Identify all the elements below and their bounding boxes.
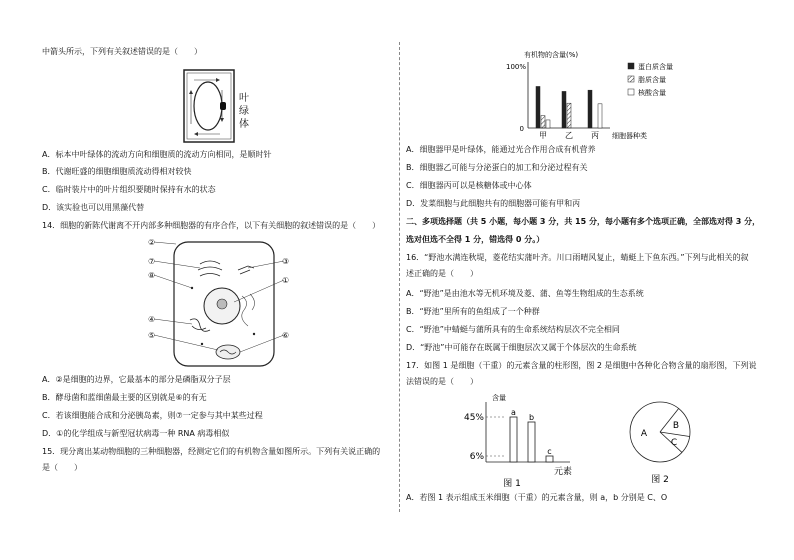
chloroplast-flow-diagram xyxy=(182,68,282,146)
chart1-legend-label: 脂质含量 xyxy=(638,76,666,84)
chart2-bar-label: c xyxy=(547,447,552,456)
chart1-legend-label: 核酸含量 xyxy=(638,89,666,97)
q16-line2: 述正确的是（ ） xyxy=(406,269,478,278)
cell-label-7: ⑦ xyxy=(148,257,156,266)
chart2-caption: 图 1 xyxy=(503,479,521,489)
chart2-bar-c xyxy=(546,456,553,462)
leaf-label-2: 绿 xyxy=(239,106,249,117)
cell-label-5: ⑤ xyxy=(148,331,156,340)
leaf-label-1: 叶 xyxy=(239,93,249,104)
chart2-xlabel: 元素 xyxy=(553,467,572,477)
cell-label-4: ④ xyxy=(148,315,156,324)
chart1-legend-swatch xyxy=(628,89,634,95)
chart1-bar-蛋白质含量-丙 xyxy=(588,90,592,128)
organelle-content-chart xyxy=(496,46,736,142)
animal-cell-diagram xyxy=(142,234,297,374)
chart1-bar-脂质含量-甲 xyxy=(541,116,545,128)
section2-heading-line2: 选对但选不全得 1 分，错选得 0 分。） xyxy=(406,235,545,244)
q15-option-a: A．细胞器甲是叶绿体，能通过光合作用合成有机营养 xyxy=(406,145,596,154)
chart3-slice-label: B xyxy=(672,421,680,431)
cell-label-1: ① xyxy=(282,276,290,285)
q16-line1: 16．“野池水满连秋堤，菱花结实蒲叶齐。川口雨晴风复止，蜻蜓上下鱼东西。”下列与此相关的叙 xyxy=(406,253,749,262)
q16-option-d: D．“野池”中可能存在既属于细胞层次又属于个体层次的生命系统 xyxy=(406,343,637,352)
chart1-bar-脂质含量-乙 xyxy=(567,103,571,128)
chart2-bar-label: a xyxy=(511,408,516,417)
cell-label-8: ⑧ xyxy=(148,271,156,280)
q15-option-d: D．发菜细胞与此细胞共有的细胞器可能有甲和丙 xyxy=(406,199,581,208)
chart1-legend-swatch xyxy=(628,76,634,82)
chart2-ytick: 6% xyxy=(469,452,484,462)
q17-option-a: A．若图 1 表示组成玉米细胞（干重）的元素含量，则 a，b 分别是 C、O xyxy=(406,493,668,502)
q14-option-d: D．①的化学组成与新型冠状病毒一种 RNA 病毒相似 xyxy=(42,429,230,438)
chloroplast-mark xyxy=(220,102,226,110)
q14-question: 14．细胞的新陈代谢离不开内部多种细胞器的有序合作，以下有关细胞的叙述错误的是（ ） xyxy=(42,221,381,230)
chart1-ytick-zero: 0 xyxy=(519,125,524,133)
q13-option-b: B．代谢旺盛的细胞细胞质流动得相对较快 xyxy=(42,167,192,176)
cell-label-3: ③ xyxy=(282,257,290,266)
chart1-bar-蛋白质含量-甲 xyxy=(536,86,540,128)
q16-option-b: B．“野池”里所有的鱼组成了一个种群 xyxy=(406,307,540,316)
chart2-bar-label: b xyxy=(528,413,535,422)
q15-option-c: C．细胞器丙可以是核糖体或中心体 xyxy=(406,181,532,190)
chart1-legend-swatch xyxy=(628,63,634,69)
q14-option-b: B．酵母菌和蓝细菌最主要的区别就是⑥的有无 xyxy=(42,393,207,402)
chart1-bar-蛋白质含量-乙 xyxy=(562,91,566,128)
q15-line1: 15．现分离出某动物细胞的三种细胞器，经测定它们的有机物含量如图所示。下列有关说正确的 xyxy=(42,447,381,456)
q14-option-a: A．②是细胞的边界，它最基本的部分是磷脂双分子层 xyxy=(42,375,231,384)
chart2-ytick: 45% xyxy=(463,413,484,423)
q16-option-c: C．“野池”中蜻蜓与蒲所具有的生命系统结构层次不完全相同 xyxy=(406,325,620,334)
chart1-bar-核酸含量-丙 xyxy=(598,104,602,128)
q14-option-c: C．若该细胞能合成和分泌胰岛素，则⑦一定参与其中某些过程 xyxy=(42,411,263,420)
chart3-caption: 图 2 xyxy=(651,475,669,485)
chart3-slice-label: A xyxy=(640,429,648,439)
compound-pie-chart xyxy=(616,394,706,490)
q16-option-a: A．“野池”是由池水等无机环境及菱、蒲、鱼等生物组成的生态系统 xyxy=(406,289,644,298)
element-content-chart xyxy=(446,390,596,490)
chart1-xlabel: 细胞器种类 xyxy=(612,132,647,140)
chart2-bar-a xyxy=(510,417,517,462)
q13-option-a: A．标本中叶绿体的流动方向和细胞质的流动方向相同，是顺时针 xyxy=(42,150,272,159)
chart1-bar-核酸含量-甲 xyxy=(546,120,550,128)
chart1-category-label: 乙 xyxy=(565,131,573,140)
chart1-category-label: 甲 xyxy=(539,131,547,140)
q13-option-d: D．该实验也可以用黑藻代替 xyxy=(42,203,145,212)
q13-option-c: C．临时装片中的叶片组织要随时保持有水的状态 xyxy=(42,185,216,194)
leaf-label-3: 体 xyxy=(239,119,249,130)
q15-line2: 是（ ） xyxy=(42,463,82,472)
cell-label-2: ② xyxy=(148,238,156,247)
q13-intro: 中箭头所示，下列有关叙述错误的是（ ） xyxy=(42,47,202,56)
column-divider xyxy=(399,42,400,512)
q17-line1: 17．如图 1 是细胞（干重）的元素含量的柱形图，图 2 是细胞中各种化合物含量的扇形图，下列说 xyxy=(406,361,757,370)
q17-line2: 法错误的是（ ） xyxy=(406,377,478,386)
cell-label-6: ⑥ xyxy=(282,331,290,340)
chart1-ytick: 100% xyxy=(505,63,526,71)
chart1-legend-label: 蛋白质含量 xyxy=(638,63,673,71)
chart2-title: 含量 xyxy=(492,394,506,402)
q15-option-b: B．细胞器乙可能与分泌蛋白的加工和分泌过程有关 xyxy=(406,163,588,172)
section2-heading: 二、多项选择题（共 5 小题，每小题 3 分，共 15 分，每小题有多个选项正确，全部选对得 3 分， xyxy=(406,217,761,226)
chart1-category-label: 丙 xyxy=(591,131,599,140)
chart1-title: 有机物的含量(%) xyxy=(524,51,579,59)
chart2-bar-b xyxy=(528,422,535,462)
chart3-slice-label: C xyxy=(670,438,678,448)
